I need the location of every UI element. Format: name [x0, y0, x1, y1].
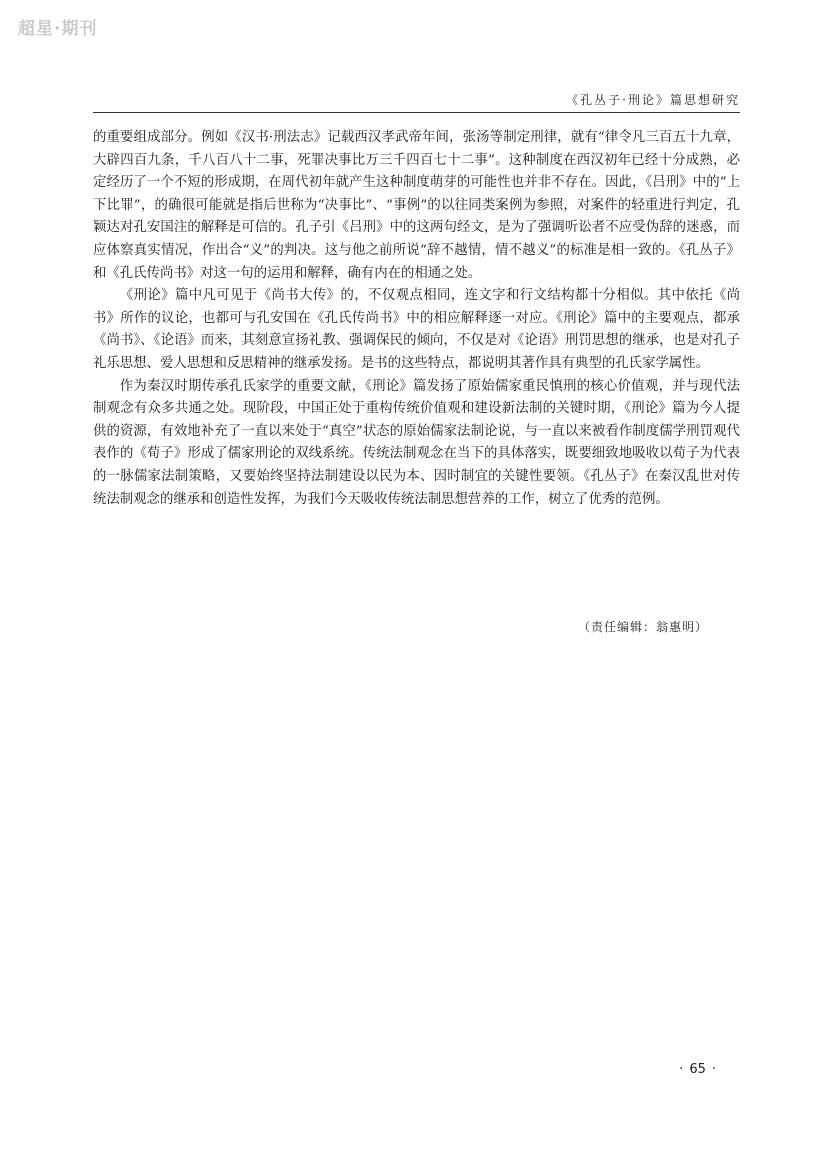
paragraph: 作为秦汉时期传承孔氏家学的重要文献，《刑论》篇发扬了原始儒家重民慎刑的核心价值观，并与现代法制观念有众多共通之处。现阶段，中国正处于重构传统价值观和建设新法制的关键时期，《刑论》篇为今人提供的资源，有效地补充了一直以来处于“真空”状态的原始儒家法制论说，与一直以来被看作制度儒学刑罚观代表作的《荀子》形成了儒家刑论的双线系统。传统法制观念在当下的具体落实，既要细致地吸收以荀子为代表的一脉儒家法制策略，又要始终坚持法制建设以民为本、因时制宜的关键性要领。《孔丛子》在秦汉乱世对传统法制观念的继承和创造性发挥，为我们今天吸收传统法制思想营养的工作，树立了优秀的范例。 — [93, 378, 740, 507]
page-number-value: 65 — [689, 1062, 706, 1077]
source-watermark: 超星·期刊 — [18, 19, 98, 39]
header-rule — [93, 112, 740, 113]
running-head: 《孔丛子·刑论》篇思想研究 — [566, 93, 740, 107]
article-body — [93, 127, 740, 511]
paragraph-continued: 的重要组成部分。例如《汉书·刑法志》记载西汉孝武帝年间，张汤等制定刑律，就有“律令凡三百五十九章，大辟四百九条，千八百八十二事，死罪决事比万三千四百七十二事”。这种制度在西汉初年已经十分成熟，必定经历了一个不短的形成期，在周代初年就产生这种制度萌芽的可能性也并非不存在。因此，《吕刑》中的“上下比罪”，的确很可能就是指后世称为“决事比”、“事例”的以往同类案例为参照，对案件的轻重进行判定，孔颖达对孔安国注的解释是可信的。孔子引《吕刑》中的这两句经文，是为了强调听讼者不应受伪辞的迷惑，而应体察真实情况，作出合“义”的判决。这与他之前所说“辞不越情，情不越义”的标准是相一致的。《孔丛子》和《孔氏传尚书》对这一句的运用和解释，确有内在的相通之处。 — [93, 130, 740, 281]
responsible-editor-note: （责任编辑：翁惠明） — [577, 620, 708, 634]
paragraph: 《刑论》篇中凡可见于《尚书大传》的，不仅观点相同，连文字和行文结构都十分相似。其中依托《尚书》所作的议论，也都可与孔安国在《孔氏传尚书》中的相应解释逐一对应。《刑论》篇中的主要观点，都承《尚书》、《论语》而来，其刻意宣扬礼教、强调保民的倾向，不仅是对《论语》刑罚思想的继承，也是对孔子礼乐思想、爱人思想和反思精神的继承发扬。是书的这些特点，都说明其著作具有典型的孔氏家学属性。 — [93, 288, 740, 371]
page-number: · 65 · — [679, 1062, 716, 1077]
